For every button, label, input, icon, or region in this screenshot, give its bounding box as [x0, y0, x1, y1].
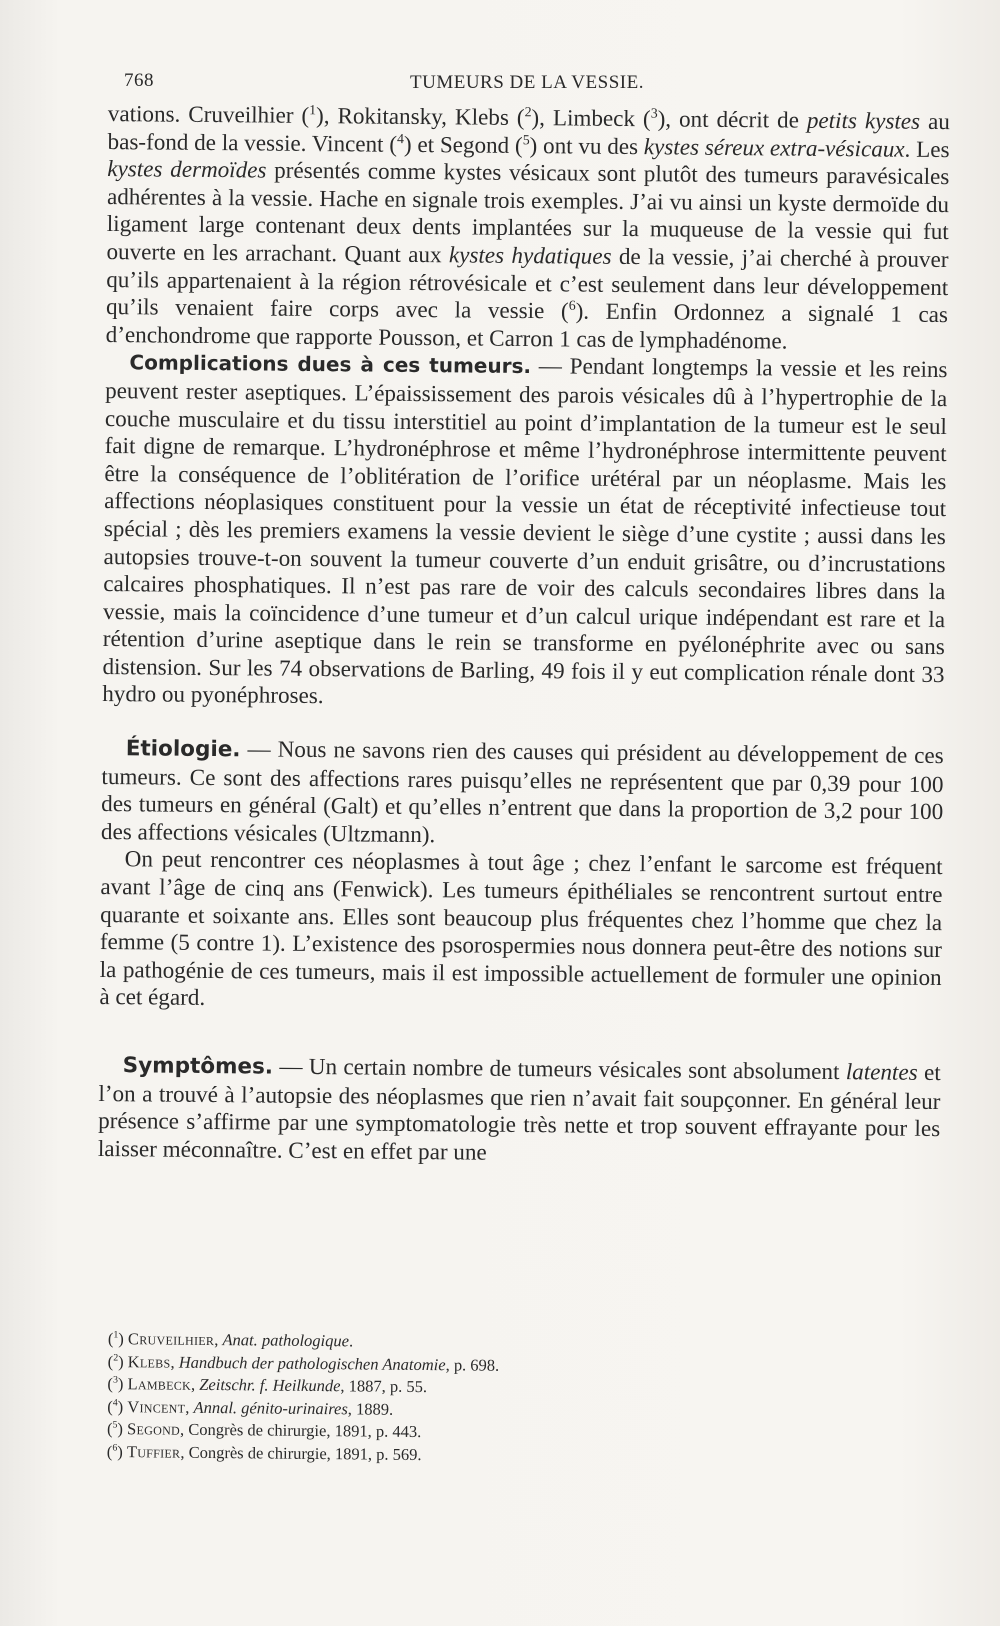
footnotes: [107, 1328, 808, 1470]
page-body: [98, 100, 950, 1170]
footnote-ref: 2: [524, 104, 532, 120]
footnote: ($^6$) Tuffier, Congrès de chirurgie, 1891, p. 569.: [106, 1441, 422, 1464]
heading-complications: Complications dues à ces tumeurs.: [129, 350, 532, 379]
footnote-ref: 4: [397, 130, 405, 146]
paragraph-cysts: vations. Cruveilhier ($^1$), Rokitansky, Klebs ($^2$), Limbeck ($^3$), ont décrit de petits kystes au bas-fond de la vessie. Vincent ($^4$) et Segond ($^5$) ont vu des kystes séreux extra-vésicaux. Les kystes dermoïdes présentés comme kystes vésicaux sont plutôt des tumeurs paravésicales adhérentes à la vessie. Hache en signale trois exemples. J’ai vu ainsi un kyste dermoïde du ligament large contenant deux dents implantées sur la muqueuse de la vessie qui fut ouverte en les arrachant. Quant aux kystes hydatiques de la vessie, j’ai cherché à prouver qu’ils appartenaient à la région rétrovésicale et c’est seulement dans leur développement qu’ils venaient faire corps avec la vessie ($^6$). Enfin Ordonnez a signalé 1 cas d’enchondrome que rapporte Pousson, et Carron 1 cas de lymphadénome.: [105, 100, 950, 354]
paragraph-etiologie: Étiologie. — Nous ne savons rien des causes qui président au développement de ces tumeurs. Ce sont des affections rares puisqu’elles ne représentent que par 0,39 pour 100 des tumeurs en général (Galt) et qu’elles n’entrent que dans la proportion de 3,2 pour 100 des affections vésicales (Ultzmann).: [100, 735, 944, 848]
heading-etiologie: Étiologie.: [125, 736, 241, 763]
running-title: TUMEURS DE LA VESSIE.: [410, 72, 644, 93]
footnote: ($^5$) Segond, Congrès de chirurgie, 1891, p. 443.: [106, 1419, 422, 1442]
page-header: [120, 70, 940, 100]
footnote: ($^2$) Klebs, Handbuch der pathologischen Anatomie, p. 698.: [107, 1351, 500, 1375]
footnote-ref: 5: [522, 131, 530, 147]
footnote: ($^3$) Lambeck, Zeitschr. f. Heilkunde, 1887, p. 55.: [107, 1374, 428, 1397]
page-number: 768: [124, 70, 154, 91]
heading-symptomes: Symptômes.: [122, 1053, 274, 1080]
footnote-ref: 3: [650, 105, 658, 121]
footnote: ($^1$) Cruveilhier, Anat. pathologique.: [107, 1329, 354, 1351]
footnote-ref: 6: [568, 297, 576, 313]
footnote-ref: 1: [309, 102, 317, 118]
paragraph-complications: Complications dues à ces tumeurs. — Pendant longtemps la vessie et les reins peuvent rester aseptiques. L’épaississement des parois vésicales dû à l’hypertrophie de la couche musculaire et du tissu interstitiel au point d’implantation de la tumeur est le seul fait digne de remarque. L’hydronéphrose et même l’hydronéphrose intermittente peuvent être la conséquence de l’oblitération de l’orifice urétéral par un néoplasme. Mais les affections néoplasiques constituent pour la vessie un état de réceptivité infectieuse tout spécial ; dès les premiers examens la vessie devient le siège d’une cystite ; aussi dans les autopsies trouve-t-on souvent la tumeur couverte d’un enduit grisâtre, ou d’incrustations calcaires phosphatiques. Il n’est pas rare de voir des calculs secondaires libres dans la vessie, mais la coïncidence d’une tumeur et d’un calcul urique indépendant est rare et la rétention d’urine aseptique dans le rein se transforme en pyélonéphrite avec ou sans distension. Sur les 74 observations de Barling, 49 fois il y eut complication rénale dont 33 hydro ou pyonéphroses.: [102, 350, 948, 709]
footnote: ($^4$) Vincent, Annal. génito-urinaires, 1889.: [107, 1396, 394, 1419]
paragraph-symptomes: Symptômes. — Un certain nombre de tumeurs vésicales sont absolument latentes et l’on a trouvé à l’autopsie des néoplasmes que rien n’avait fait soupçonner. En général leur présence s’affirme par une symptomatologie très nette et trop souvent effrayante pour les laisser méconnaître. C’est en effet par une: [97, 1052, 941, 1165]
paragraph-etiologie-2: On peut rencontrer ces néoplasmes à tout âge ; chez l’enfant le sarcome est fréquent avant l’âge de cinq ans (Fenwick). Les tumeurs épithéliales se rencontrent surtout entre quarante et soixante ans. Elles sont beaucoup plus fréquentes chez l’homme que chez la femme (5 contre 1). L’existence des psorospermies nous donnera peut-être des notions sur la pathogénie de ces tumeurs, mais il est impossible actuellement de formuler une opinion à cet égard.: [99, 845, 943, 1011]
